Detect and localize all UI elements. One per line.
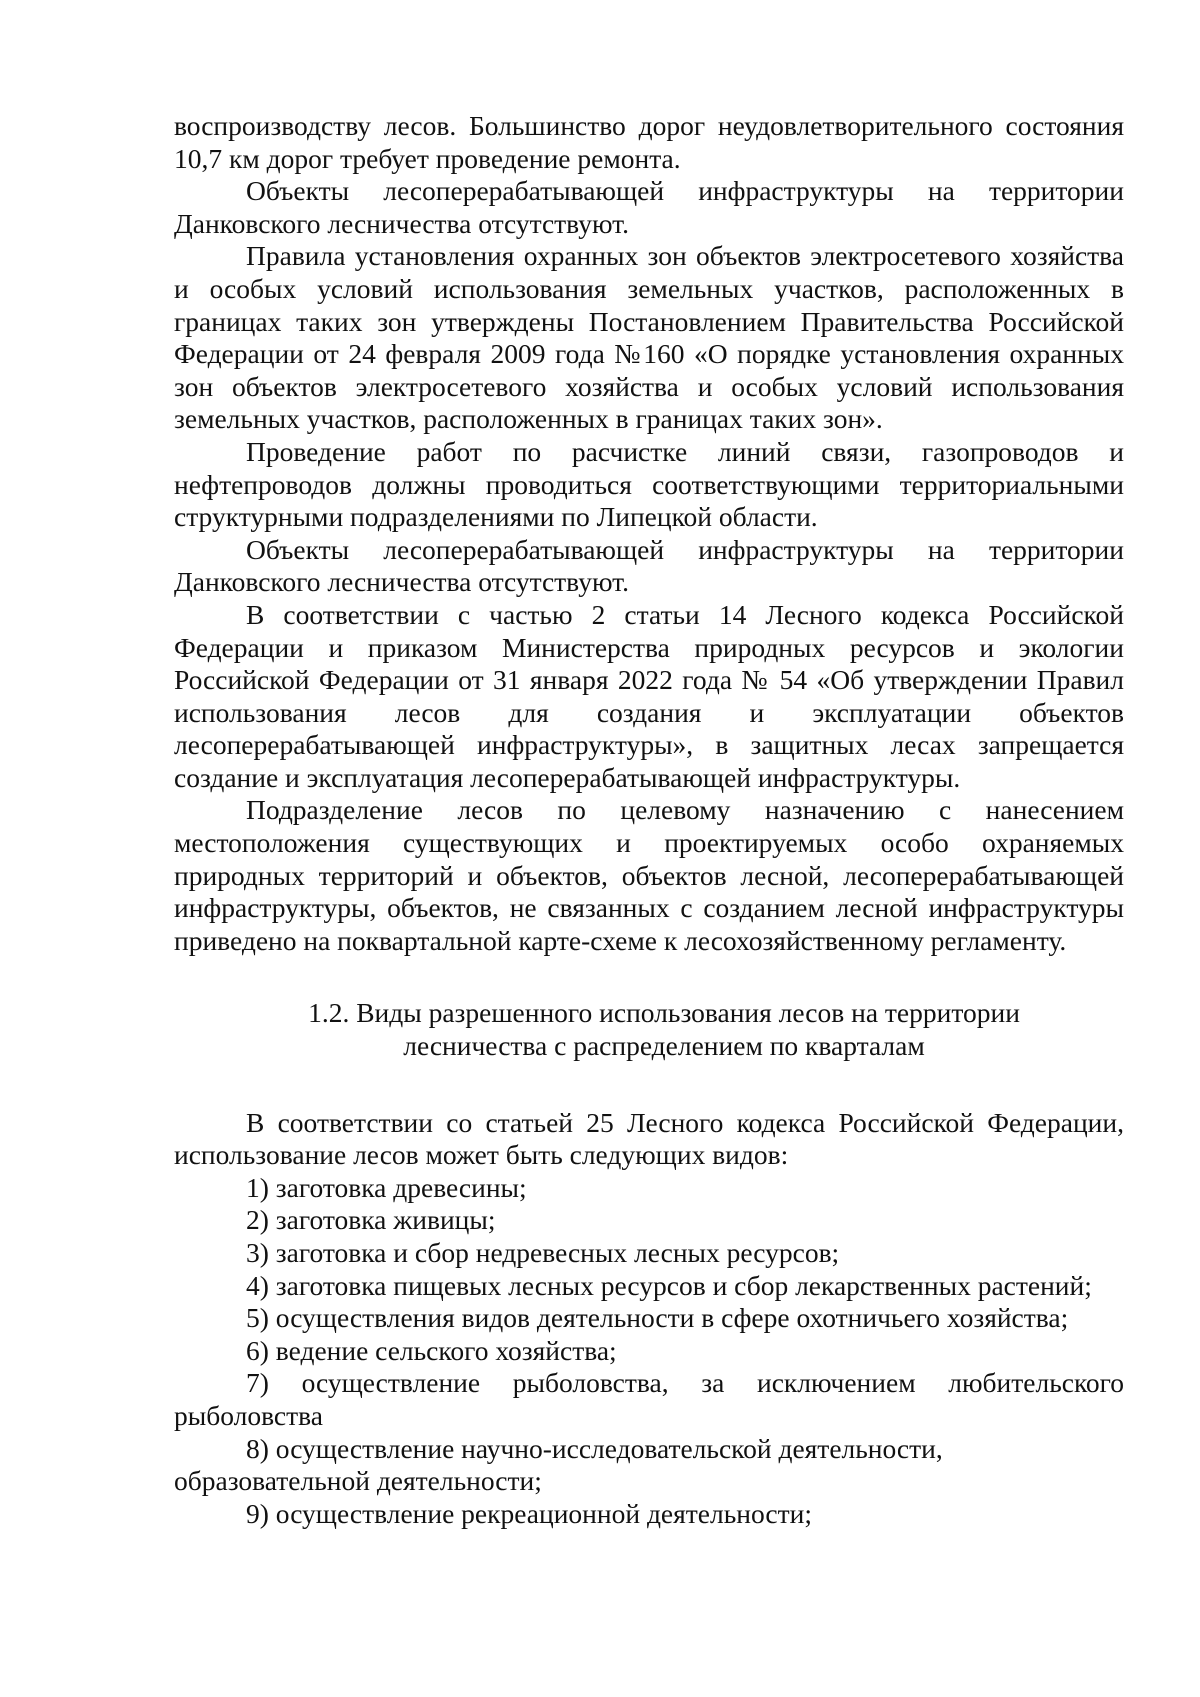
paragraph-processing-absent: Объекты лесоперерабатывающей инфраструктуры на территории Данковского лесничества отсутствуют. xyxy=(174,175,1124,239)
list-item: 1) заготовка древесины; xyxy=(246,1171,527,1203)
list-item: 8) осуществление научно-исследовательской деятельности, образовательной деятельности; xyxy=(174,1432,943,1497)
paragraph-protection-zones: Правила установления охранных зон объектов электросетевого хозяйства и особых условий использования земельных участков, расположенных в границах таких зон утверждены Постановлением Правительства Российской Федерации от 24 февраля 2009 года №160 «О порядке установления охранных зон объектов электросетевого хозяйства и особых условий использования земельных участков, расположенных в границах таких зон». xyxy=(174,240,1124,435)
paragraph-processing-absent-repeat: Объекты лесоперерабатывающей инфраструктуры на территории Данковского лесничества отсутствуют. xyxy=(174,533,1124,598)
list-item: 9) осуществление рекреационной деятельности; xyxy=(246,1497,813,1529)
list-item: 2) заготовка живицы; xyxy=(246,1204,496,1236)
paragraph-article-25-intro: В соответствии со статьей 25 Лесного кодекса Российской Федерации, использование лесов может быть следующих видов: xyxy=(174,1106,1124,1171)
paragraph-forest-division: Подразделение лесов по целевому назначению с нанесением местоположения существующих и проектируемых особо охраняемых природных территорий и объектов, объектов лесной, лесоперерабатывающей инфраструктуры, объектов, не связанных с созданием лесной инфраструктуры приведено на поквартальной карте-схеме к лесохозяйственному регламенту. xyxy=(174,794,1124,956)
document-page xyxy=(174,110,1124,1530)
list-item: 5) осуществления видов деятельности в сфере охотничьего хозяйства; xyxy=(246,1302,1069,1334)
list-item: 6) ведение сельского хозяйства; xyxy=(246,1334,617,1366)
section-heading-line-1: 1.2. Виды разрешенного использования лесов на территории xyxy=(308,997,1020,1029)
paragraph-clearing-works: Проведение работ по расчистке линий связи, газопроводов и нефтепроводов должны проводиться соответствующими территориальными структурными подразделениями по Липецкой области. xyxy=(174,435,1124,533)
paragraph-roads: воспроизводству лесов. Большинство дорог неудовлетворительного состояния 10,7 км дорог требует проведение ремонта. xyxy=(174,110,1124,174)
list-item: 3) заготовка и сбор недревесных лесных ресурсов; xyxy=(246,1237,840,1268)
list-item: 7) осуществление рыболовства, за исключением любительского рыболовства xyxy=(174,1367,1124,1431)
section-heading-line-2: лесничества с распределением по кварталам xyxy=(403,1030,925,1062)
paragraph-forest-code-article-14: В соответствии с частью 2 статьи 14 Лесного кодекса Российской Федерации и приказом Министерства природных ресурсов и экологии Российской Федерации от 31 января 2022 года № 54 «Об утверждении Правил использования лесов для создания и эксплуатации объектов лесоперерабатывающей инфраструктуры», в защитных лесах запрещается создание и эксплуатация лесоперерабатывающей инфраструктуры. xyxy=(174,598,1124,793)
section-heading xyxy=(174,997,1124,1062)
list-item: 4) заготовка пищевых лесных ресурсов и сбор лекарственных растений; xyxy=(246,1269,1092,1301)
